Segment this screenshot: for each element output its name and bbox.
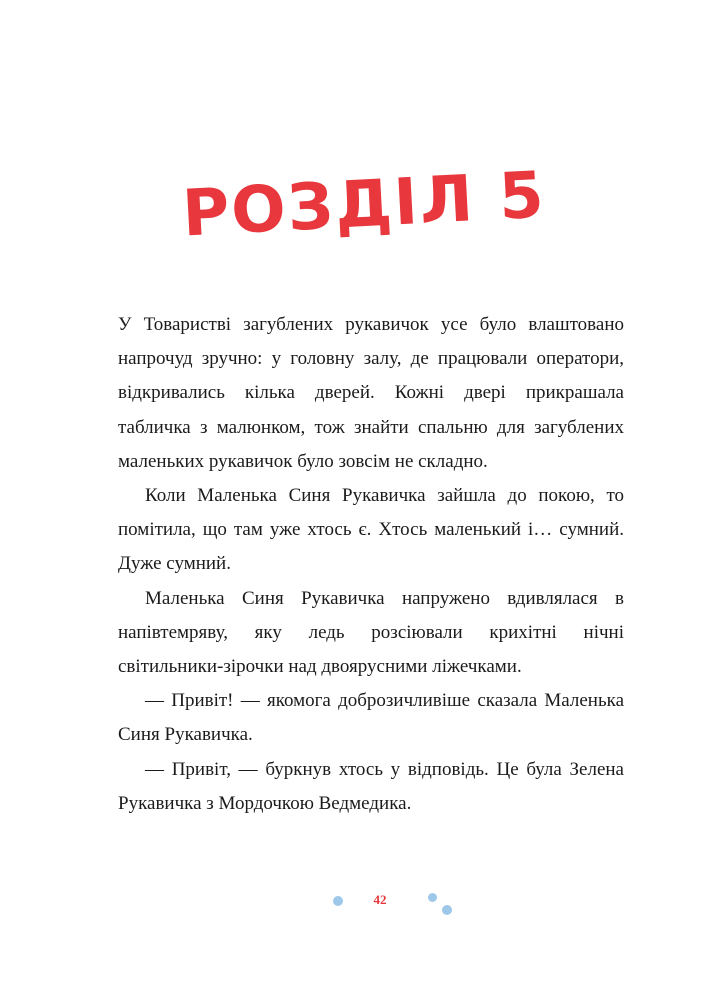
paragraph: Маленька Синя Рукавичка напружено вдивлялася в напівтемряву, яку ледь розсіювали крихітні нічні світильники-зірочки над двоярусними ліжечками.	[118, 587, 624, 678]
paragraph: — Привіт! — якомога доброзичливіше сказала Маленька Синя Рукавичка.	[118, 690, 624, 746]
page-number: 42	[373, 892, 387, 907]
paragraph: У Товаристві загублених рукавичок усе було влаштовано напрочуд зручно: у головну залу, де працювали оператори, відкривались кілька дверей. Кожні двері прикрашала табличка з малюнком, тож знайти спальню для загублених маленьких рукавичок було зовсім не складно.	[118, 314, 624, 472]
paragraph: — Привіт, — буркнув хтось у відповідь. Це була Зелена Рукавичка з Мордочкою Ведмедика.	[118, 758, 624, 814]
page-footer	[0, 886, 728, 926]
paragraph: Коли Маленька Синя Рукавичка зайшла до покою, то помітила, що там уже хтось є. Хтось маленький і… сумний. Дуже сумний.	[118, 485, 624, 575]
chapter-title: РОЗДІЛ 5	[180, 158, 548, 252]
decorative-dot-icon	[428, 893, 437, 902]
decorative-dot-icon	[442, 905, 452, 915]
chapter-body	[118, 308, 624, 821]
